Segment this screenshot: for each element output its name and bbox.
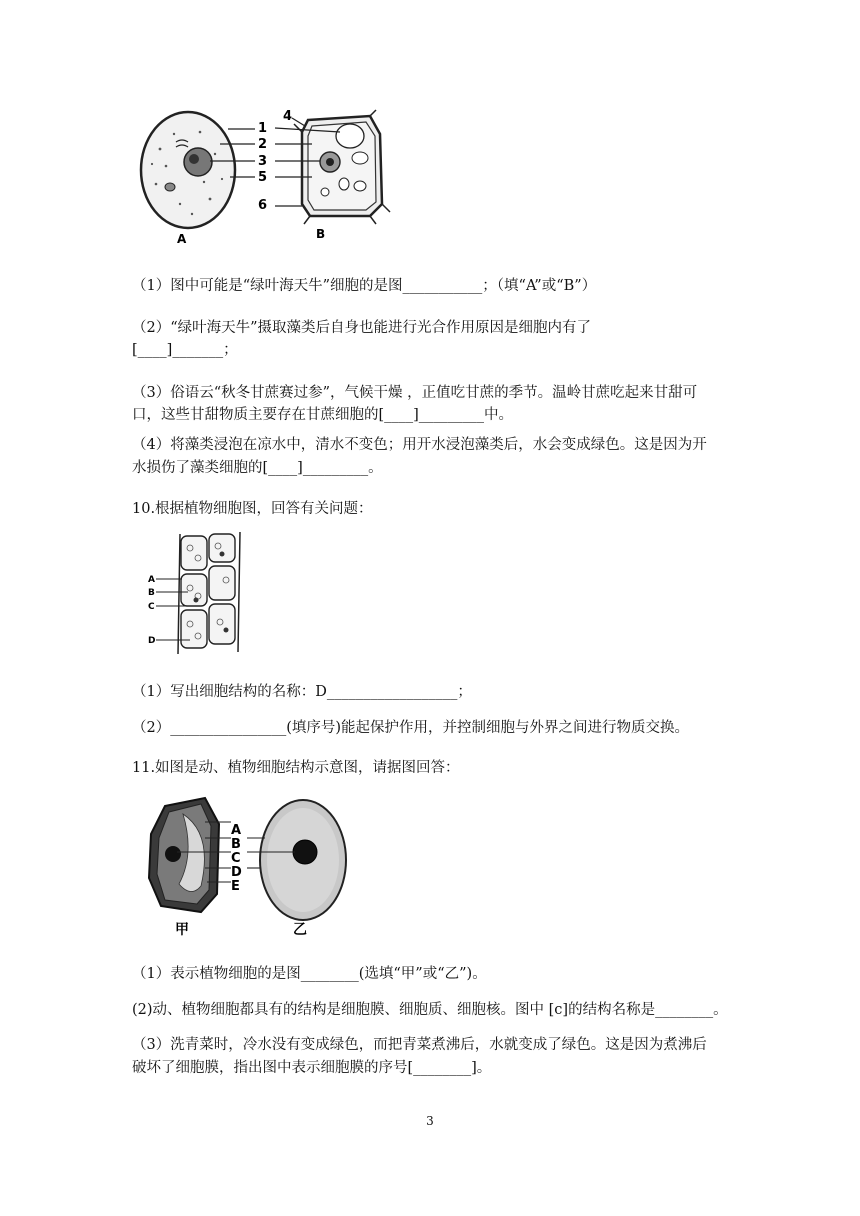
caption-b: B xyxy=(316,227,326,241)
label-4: 4 xyxy=(283,109,293,124)
q10-2: （2）________________(填序号)能起保护作用，并控制细胞与外界之间进行物质交换。 xyxy=(132,720,690,736)
question-11: 11.如图是动、植物细胞结构示意图，请据图回答： xyxy=(132,760,460,776)
page-number: 3 xyxy=(426,1114,434,1128)
cell-label-a: A xyxy=(231,823,242,838)
question-10: 10.根据植物细胞图，回答有关问题： xyxy=(132,501,373,517)
q9-3: （3）俗语云“秋冬甘蔗赛过参”，气候干燥 ，正值吃甘蔗的季节。温岭甘蔗吃起来甘甜可 xyxy=(132,385,698,401)
tissue-label-c: C xyxy=(148,602,155,612)
label-3: 3 xyxy=(258,154,268,169)
tissue-label-a: A xyxy=(148,575,155,585)
q9-2-blank: [____]_______； xyxy=(132,342,238,358)
label-2: 2 xyxy=(258,137,268,152)
cell-label-c: C xyxy=(231,851,241,866)
caption-a: A xyxy=(177,232,187,246)
figure-jia-yi-cells xyxy=(143,794,353,940)
q9-4-cont: 水损伤了藻类细胞的[____]_________。 xyxy=(132,460,383,476)
figure-animal-plant-cells xyxy=(130,104,400,249)
tissue-label-d: D xyxy=(148,636,156,646)
q9-2: （2）“绿叶海天牛”摄取藻类后自身也能进行光合作用原因是细胞内有了 xyxy=(132,320,592,336)
label-5: 5 xyxy=(258,170,268,185)
q11-2: (2)动、植物细胞都具有的结构是细胞膜、细胞质、细胞核。图中 [c]的结构名称是________。 xyxy=(132,1002,728,1018)
label-6: 6 xyxy=(258,198,268,213)
q11-3: （3）洗青菜时，冷水没有变成绿色，而把青菜煮沸后，水就变成了绿色。这是因为煮沸后 xyxy=(132,1037,707,1053)
figure-plant-tissue xyxy=(146,530,246,656)
q10-1: （1）写出细胞结构的名称：D__________________； xyxy=(132,684,472,700)
caption-jia: 甲 xyxy=(175,922,189,938)
q9-1: （1）图中可能是“绿叶海天牛”细胞的是图___________；（填“A”或“B”） xyxy=(132,278,597,294)
q11-1: （1）表示植物细胞的是图________(选填“甲”或“乙”)。 xyxy=(132,966,487,982)
cell-label-d: D xyxy=(231,865,242,880)
caption-yi: 乙 xyxy=(293,922,307,938)
cell-label-b: B xyxy=(231,837,241,852)
tissue-label-b: B xyxy=(148,588,155,598)
q9-4: （4）将藻类浸泡在凉水中，清水不变色；用开水浸泡藻类后，水会变成绿色。这是因为开 xyxy=(132,437,707,453)
cell-label-e: E xyxy=(231,879,240,894)
q9-3-cont: 口，这些甘甜物质主要存在甘蔗细胞的[____]_________中。 xyxy=(132,407,514,423)
q11-3-cont: 破坏了细胞膜，指出图中表示细胞膜的序号[________]。 xyxy=(132,1060,492,1076)
label-1: 1 xyxy=(258,121,268,136)
